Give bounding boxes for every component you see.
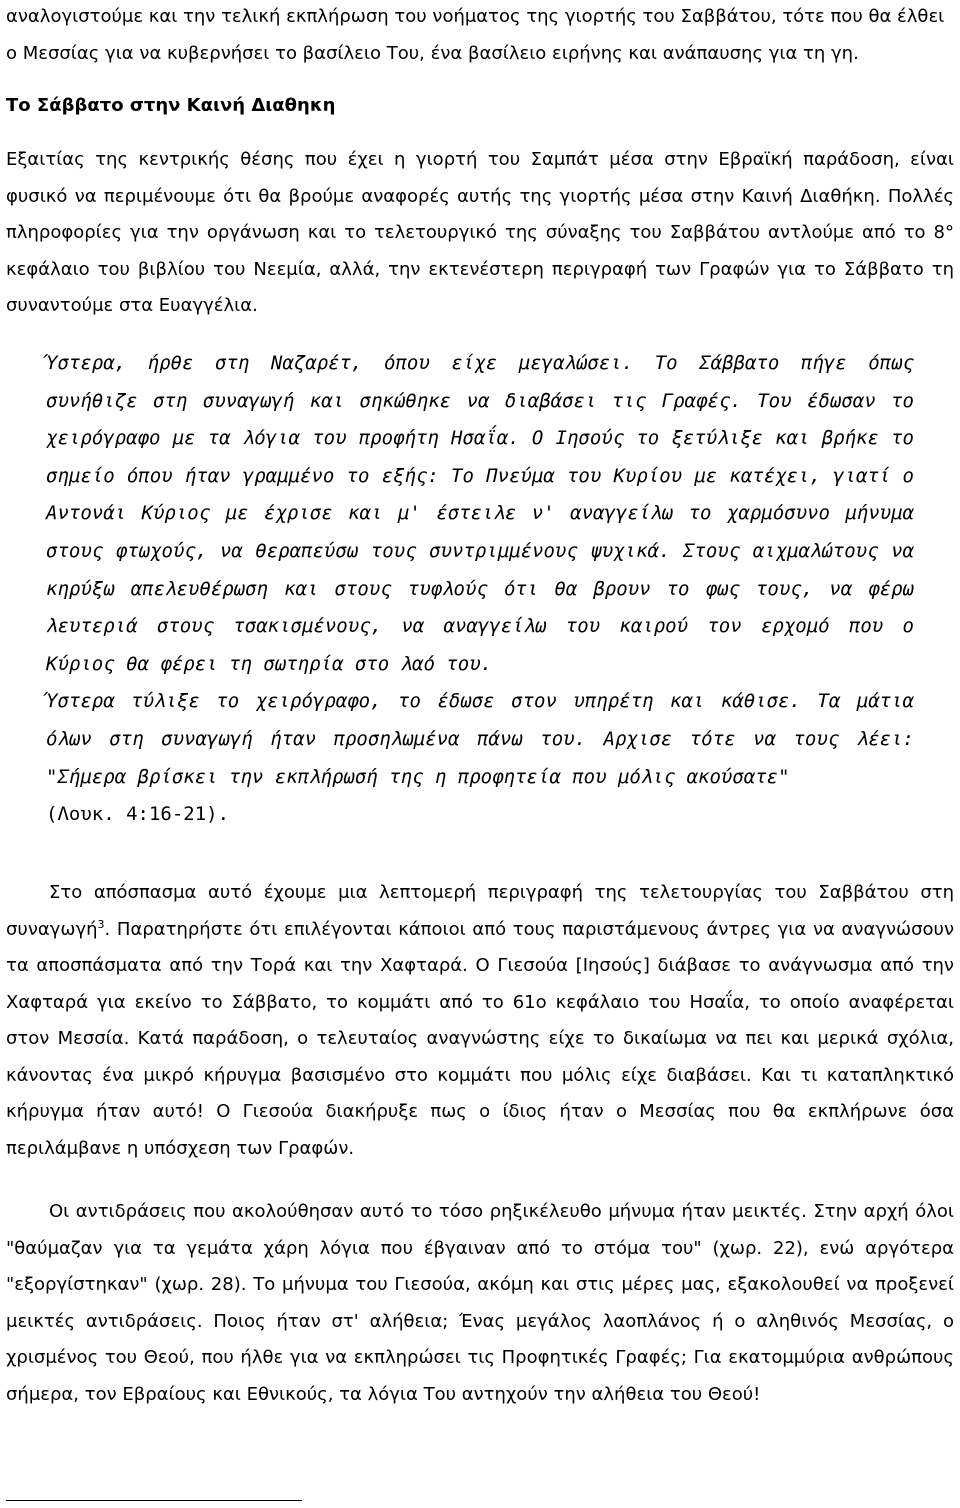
paragraph-sabbath-in-new-testament: Εξαιτίας της κεντρικής θέσης που έχει η γιορτή του Σαμπάτ μέσα στην Εβραϊκή παράδοση, είναι φυσικό να περιμένουμε ότι θα βρούμε αναφορές αυτής της γιορτής μέσα στην Καινή Διαθήκη. Πολλές πληροφορίες για την οργάνωση και το τελετουργικό της σύναξης του Σαββάτου αντλούμε από το 8° κεφάλαιο του βιβλίου του Νεεμία, αλλά, την εκτενέστερη περιγραφή των Γραφών για το Σάββατο τη συναντούμε στα Ευαγγέλια. <box>6 149 954 316</box>
para2-text-end: . Παρατηρήστε ότι επιλέγονται κάποιοι από τους παριστάμενους άντρες για να αναγνώσουν τα αποσπάσματα από την Τορά και την Χαφταρά. Ο Γιεσούα [Ιησούς] διάβασε το ανάγνωσμα από την Χαφταρά για εκείνο το Σάββατο, το κομμάτι από το 61ο κεφάλαιο του Ησαΐα, το οποίο αναφέρεται στον Μεσσία. Κατά παράδοση, ο τελευταίος αναγνώστης είχε το δικαίωμα να πει και μερικά σχόλια, κάνοντας ένα μικρό κήρυγμα βασισμένο στο κομμάτι που μόλις είχε διαβάσει. Και τι καταπληκτικό κήρυγμα ήταν αυτό! Ο Γιεσούα διακήρυξε πως ο ίδιος ήταν ο Μεσσίας που θα εκπλήρωνε όσα περιλάμβανε η υπόσχεση των Γραφών. <box>6 918 954 1159</box>
quote-reference: (Λουκ. 4:16-21). <box>46 803 230 826</box>
quote-part-1: Ύστερα, ήρθε στη Ναζαρέτ, όπου είχε μεγαλώσει. Το Σάββατο πήγε όπως συνήθιζε στη συναγωγή και σηκώθηκε να διαβάσει τις Γραφές. Του έδωσαν το χειρόγραφο με τα λόγια του προφήτη Ησαΐα. Ο Ιησούς το ξετύλιξε και βρήκε το σημείο όπου ήταν γραμμένο το εξής: Το Πνεύμα του Κυρίου με κατέχει, γιατί ο Αντονάι Κύριος με έχρισε και μ' έστειλε ν' αναγγείλω το χαρμόσυνο μήνυμα στους φτωχούς, να θεραπεύσω τους συντριμμένους ψυχικά. Στους αιχμαλώτους να κηρύξω απελευθέρωση και στους τυφλούς ότι θα βρουν το φως τους, να φέρω λευτεριά στους τσακισμένους, να αναγγείλω του καιρού τον ερχομό που ο Κύριος θα φέρει τη σωτηρία στο λαό του. <box>46 352 914 675</box>
footnote-ref-3[interactable]: 3 <box>97 917 105 931</box>
opening-line-1: αναλογιστούμε και την τελική εκπλήρωση του νοήματος της γιορτής του Σαββάτου, τότε που θα έλθει <box>6 6 945 27</box>
opening-line-2: ο Μεσσίας για να κυβερνήσει το βασίλειο Του, ένα βασίλειο ειρήνης και ανάπαυσης για τη γη. <box>6 42 859 64</box>
scripture-quote <box>0 345 960 834</box>
quote-part-2: Ύστερα τύλιξε το χειρόγραφο, το έδωσε στον υπηρέτη και κάθισε. Τα μάτια όλων στη συναγωγή ήταν προσηλωμένα πάνω του. Αρχισε τότε να τους λέει: "Σήμερα βρίσκει την εκπλήρωσή της η προφητεία που μόλις ακούσατε" <box>46 690 914 788</box>
opening-paragraph <box>0 0 960 72</box>
para2-text-start: Στο απόσπασμα αυτό έχουμε μια λεπτομερή περιγραφή της τελετουργίας του Σαββάτου στη συναγωγή <box>6 882 954 940</box>
section-heading: Το Σάββατο στην Καινή Διαθηκη <box>6 95 336 116</box>
paragraph-synagogue-liturgy <box>0 875 960 1167</box>
footnote-separator <box>6 1500 302 1501</box>
paragraph-reactions: Οι αντιδράσεις που ακολούθησαν αυτό το τόσο ρηξικέλευθο μήνυμα ήταν μεικτές. Στην αρχή όλοι "θαύμαζαν για τα γεμάτα χάρη λόγια που έβγαιναν από το στόμα του" (χωρ. 22), ενώ αργότερα "εξοργίστηκαν" (χωρ. 28). Το μήνυμα του Γιεσούα, ακόμη και στις μέρες μας, εξακολουθεί να προξενεί μεικτές αντιδράσεις. Ποιος ήταν στ' αλήθεια; Ένας μεγάλος λαοπλάνος ή ο αληθινός Μεσσίας, ο χρισμένος του Θεού, που ήλθε για να εκπληρώσει τις Προφητικές Γραφές; Για εκατομμύρια ανθρώπους σήμερα, τον Εβραίους και Εθνικούς, τα λόγια Του αντηχούν την αλήθεια του Θεού! <box>6 1201 954 1405</box>
